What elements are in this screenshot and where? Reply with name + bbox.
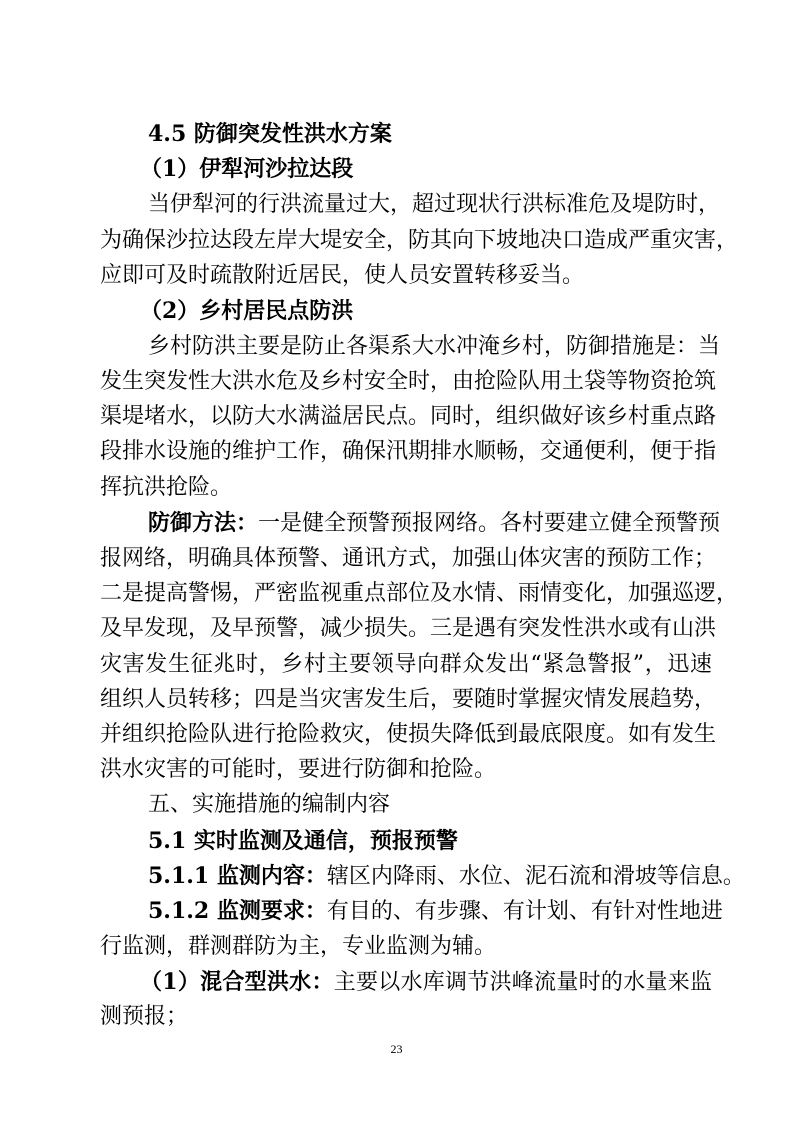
paragraph-line-monitoring-requirements [148, 897, 723, 925]
paragraph-line: 乡村防洪主要是防止各渠系大水冲淹乡村，防御措施是：当 [148, 334, 721, 359]
paragraph-line: 组织人员转移；四是当灾害发生后，要随时掌握灾情发展趋势， [100, 687, 717, 712]
inline-text: 一是健全预警预报网络。各村要建立健全预警预 [258, 511, 721, 536]
paragraph-line: 二是提高警惕，严密监视重点部位及水情、雨情变化，加强巡逻， [100, 581, 739, 606]
paragraph-line-monitoring-content [148, 862, 745, 890]
inline-heading: 防御方法： [148, 510, 259, 536]
subheading-village-flood-control: （2）乡村居民点防洪 [140, 298, 354, 324]
paragraph-line: 及早发现，及早预警，减少损失。三是遇有突发性洪水或有山洪 [100, 616, 717, 641]
paragraph-line: 测预报； [100, 1004, 189, 1029]
inline-heading: 5.1.2 监测要求： [148, 898, 327, 924]
inline-heading: 5.1.1 监测内容： [148, 863, 327, 889]
inline-heading: （1）混合型洪水： [140, 969, 334, 995]
paragraph-line: 洪水灾害的可能时，要进行防御和抢险。 [100, 757, 497, 782]
section-heading-4-5: 4.5 防御突发性洪水方案 [148, 121, 392, 147]
paragraph-line: 渠堤堵水，以防大水满溢居民点。同时，组织做好该乡村重点路 [100, 404, 717, 429]
chapter-heading-five: 五、实施措施的编制内容 [148, 792, 391, 817]
paragraph-line: 并组织抢险队进行抢险救灾，使损失降低到最底限度。如有发生 [100, 722, 717, 747]
paragraph-line: 段排水设施的维护工作，确保汛期排水顺畅，交通便利，便于指 [100, 439, 717, 464]
paragraph-line: 当伊犁河的行洪流量过大，超过现状行洪标准危及堤防时， [148, 192, 721, 217]
subheading-yili-river: （1）伊犁河沙拉达段 [140, 156, 354, 182]
paragraph-line: 为确保沙拉达段左岸大堤安全，防其向下坡地决口造成严重灾害， [100, 228, 739, 253]
inline-text: 辖区内降雨、水位、泥石流和滑坡等信息。 [326, 864, 745, 889]
inline-text: 主要以水库调节洪峰流量时的水量来监 [333, 970, 712, 995]
page-number: 23 [390, 1042, 403, 1056]
paragraph-line: 挥抗洪抢险。 [100, 475, 233, 500]
paragraph-line-defense-methods [148, 509, 721, 537]
paragraph-line: 行监测，群测群防为主，专业监测为辅。 [100, 934, 497, 959]
paragraph-line: 应即可及时疏散附近居民，使人员安置转移妥当。 [100, 263, 585, 288]
paragraph-line: 报网络，明确具体预警、通讯方式，加强山体灾害的预防工作； [100, 546, 717, 571]
paragraph-line: 发生突发性大洪水危及乡村安全时，由抢险队用土袋等物资抢筑 [100, 369, 717, 394]
paragraph-line: 灾害发生征兆时，乡村主要领导向群众发出“紧急警报”，迅速 [100, 652, 712, 677]
paragraph-line-mixed-flood [140, 968, 712, 996]
inline-text: 有目的、有步骤、有计划、有针对性地进 [326, 899, 723, 924]
section-heading-5-1: 5.1 实时监测及通信，预报预警 [148, 828, 458, 854]
